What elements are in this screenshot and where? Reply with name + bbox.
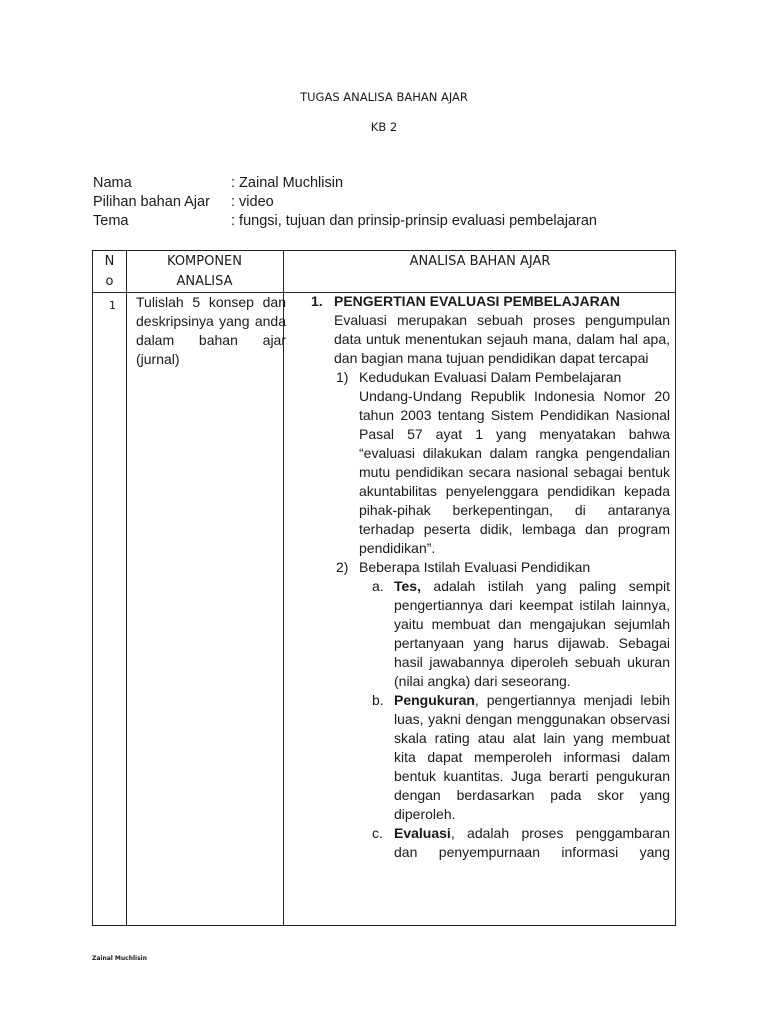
subsection-number: 1) — [336, 369, 349, 385]
header-analisa: ANALISA BAHAN AJAR — [409, 254, 551, 269]
header-komponen-line1: KOMPONEN — [167, 254, 242, 269]
item-text: , pengertiannya menjadi lebih luas, yakni dengan menggunakan observasi skala rating atau alat lain yang membuat kita dapat memperoleh informasi dalam bentuk kuantitas. Juga berarti pengukuran dengan berdasarkan pada skor yang diperoleh. — [394, 692, 670, 822]
item-letter: b. — [372, 692, 384, 708]
list-item-tes — [308, 577, 670, 691]
analysis-table — [92, 250, 676, 926]
list-item-pengukuran — [308, 691, 670, 824]
header-no-line2: o — [105, 274, 114, 289]
item-text: adalah istilah yang paling sempit pengertiannya dari keempat istilah lainnya, yaitu membuat dan mengajukan sejumlah pertanyaan yang harus dijawab. Sebagai hasil jawabannya diperoleh sebuah ukuran (nilai angka) dari seseorang. — [394, 578, 670, 689]
document-title: TUGAS ANALISA BAHAN AJAR — [300, 90, 468, 104]
section-title: PENGERTIAN EVALUASI PEMBELAJARAN — [334, 293, 620, 309]
column-divider — [126, 251, 127, 925]
subsection-title: Kedudukan Evaluasi Dalam Pembelajaran — [359, 369, 622, 385]
row-number: 1 — [109, 299, 116, 312]
document-subtitle: KB 2 — [370, 120, 398, 134]
info-label: Pilihan bahan Ajar — [93, 194, 210, 210]
header-komponen — [126, 252, 283, 292]
header-no — [93, 252, 126, 292]
list-item-evaluasi — [308, 824, 670, 862]
subsection-title: Beberapa Istilah Evaluasi Pendidikan — [359, 559, 591, 575]
analysis-content — [308, 292, 670, 862]
info-value: : fungsi, tujuan dan prinsip-prinsip evaluasi pembelajaran — [231, 213, 597, 229]
item-letter: a. — [372, 578, 384, 594]
info-label: Nama — [93, 175, 132, 191]
footer-author: Zainal Muchlisin — [92, 955, 148, 962]
subsection-number: 2) — [336, 559, 349, 575]
info-value: : video — [231, 194, 274, 210]
info-label: Tema — [93, 213, 129, 229]
item-term: Tes, — [394, 578, 421, 594]
item-letter: c. — [372, 825, 383, 841]
header-no-line1: N — [104, 254, 115, 269]
intro-paragraph: Evaluasi merupakan sebuah proses pengumpulan data untuk menentukan sejauh mana, dalam hal apa, dan bagian mana tujuan pendidikan dapat tercapai — [334, 312, 670, 366]
item-text: , adalah proses penggambaran dan penyempurnaan informasi yang — [394, 825, 670, 860]
header-komponen-line2: ANALISA — [176, 274, 233, 289]
item-term: Evaluasi — [394, 825, 451, 841]
info-value: : Zainal Muchlisin — [231, 175, 344, 191]
subsection-2 — [308, 558, 670, 577]
section-heading — [308, 292, 670, 311]
item-term: Pengukuran — [394, 692, 475, 708]
komponen-text: Tulislah 5 konsep dan deskripsinya yang anda dalam bahan ajar (jurnal) — [136, 294, 286, 367]
subsection-text: Undang-Undang Republik Indonesia Nomor 20 tahun 2003 tentang Sistem Pendidikan Nasional Pasal 57 ayat 1 yang menyatakan bahwa “evaluasi dilakukan dalam rangka pengendalian mutu pendidikan secara nasional sebagai bentuk akuntabilitas penyelenggara pendidikan kepada pihak-pihak berkepentingan, di antaranya terhadap peserta didik, lembaga dan program pendidikan”. — [359, 388, 670, 556]
section-number: 1. — [311, 293, 323, 309]
subsection-1 — [308, 368, 670, 558]
